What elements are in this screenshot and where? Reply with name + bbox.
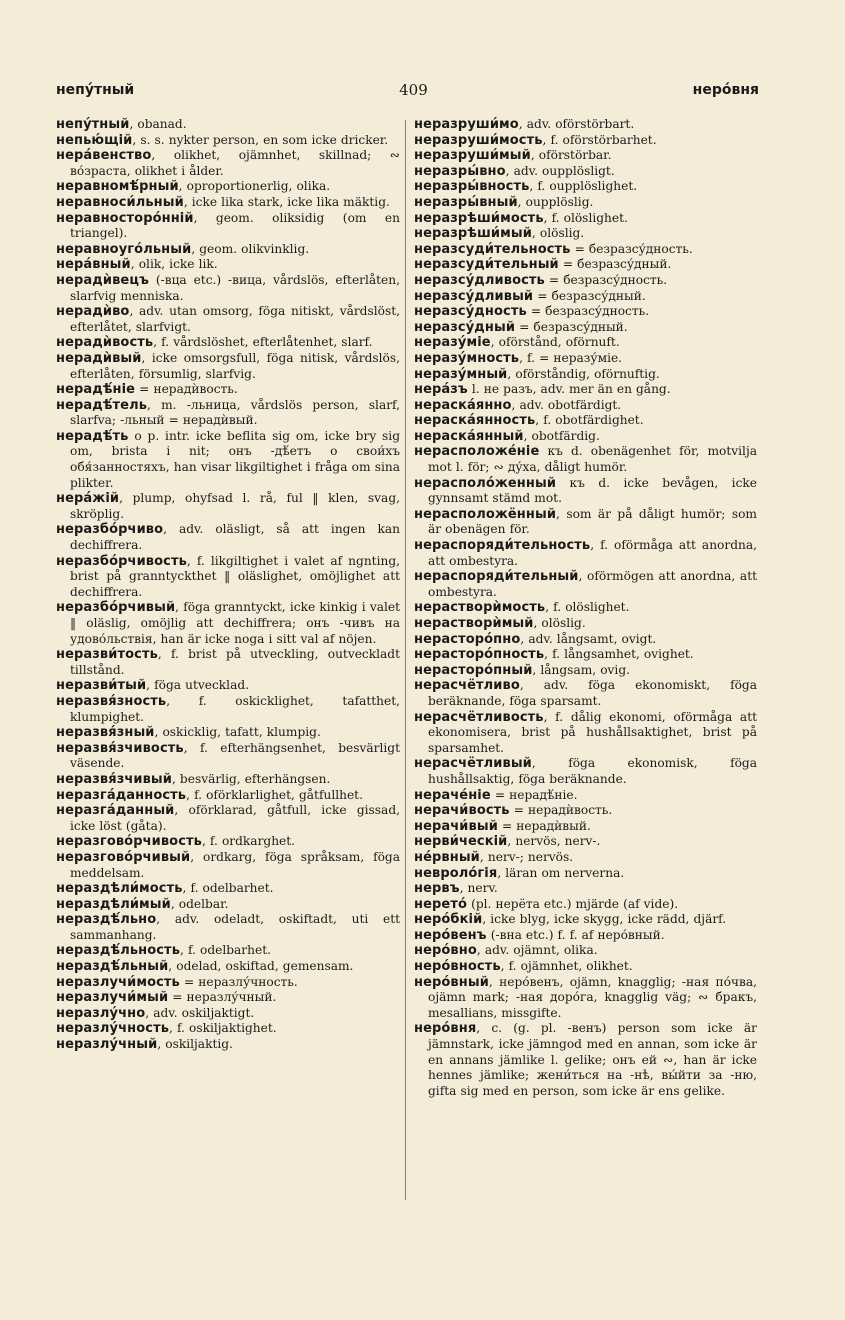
entry-definition: = безразсу́дный.	[515, 319, 628, 334]
entry-headword: неразруши́мость	[414, 132, 543, 148]
dictionary-entry	[414, 912, 757, 928]
dictionary-entry	[414, 304, 757, 320]
dictionary-entry	[414, 367, 757, 383]
dictionary-entry	[414, 351, 757, 367]
dictionary-entry	[414, 943, 757, 959]
right-guide-word: неро́вня	[692, 82, 759, 98]
entry-headword: неразви́тый	[56, 678, 147, 694]
entry-definition: , f. ojämnhet, olikhet.	[500, 959, 633, 974]
entry-definition: , föga utvecklad.	[146, 678, 250, 693]
entry-definition: , f. vårdslöshet, efterlåtenhet, slarf.	[153, 335, 373, 350]
entry-definition: , oskicklig, tafatt, klumpig.	[154, 725, 321, 740]
entry-definition: , olikhet, ojämnhet, skillnad; ∾ во́зраста, olikhet i ålder.	[70, 148, 400, 178]
entry-definition: = безразсу́дный.	[558, 257, 672, 272]
entry-definition: , obanad.	[129, 117, 187, 131]
entry-definition: l. не разъ, adv. mer än en gång.	[467, 382, 671, 397]
dictionary-entry	[414, 413, 757, 429]
dictionary-entry	[56, 1037, 400, 1053]
entry-headword: нераспоряди́тельный	[414, 569, 579, 585]
entry-definition: , f. oupplöslighet.	[529, 179, 638, 194]
dictionary-entry	[414, 803, 757, 819]
entry-definition: , adv. oläsligt, så att ingen kan dechiffrera.	[70, 522, 400, 553]
dictionary-entry	[414, 164, 757, 180]
entry-headword: нера́зъ	[414, 382, 468, 398]
entry-definition: , adv. föga ekonomiskt, föga beräknande, föga sparsamt.	[428, 678, 757, 708]
entry-headword: нерето́	[414, 896, 467, 912]
entry-definition: = неразлу́чность.	[179, 974, 298, 989]
entry-definition: o p. intr. icke beflita sig om, icke bry sig om, brista i nit; онъ -дѣ́етъ o свои́хъ обя́занностяхъ, han visar likgiltighet i fråga om sina plikter.	[70, 428, 400, 490]
dictionary-entry	[56, 133, 400, 149]
dictionary-entry	[414, 335, 757, 351]
dictionary-entry	[414, 600, 757, 616]
dictionary-entry	[56, 195, 400, 211]
entry-headword: неразви́тость	[56, 647, 158, 663]
dictionary-entry	[414, 850, 757, 866]
entry-headword: неравноуго́льный	[56, 241, 192, 257]
entry-headword: нераздѣли́мый	[56, 896, 171, 912]
entry-headword: нерасторо́пный	[414, 662, 533, 678]
entry-definition: , adv. oförstörbart.	[518, 117, 635, 131]
entry-headword: нерачи́вый	[414, 818, 498, 834]
entry-definition: , c. (g. pl. -венъ) person som icke är jämnstark, icke jämngod med en annan, som icke är en annans jämlike l. gelike; онъ ей ∾, han är icke hennes jämlike; жени́ться на -нѣ, вы́йти за -ню, gifta sig med en person, som icke är ens gelike.	[428, 1021, 757, 1098]
entry-definition: , неро́венъ, ojämn, knagglig; -ная по́чва, ojämn mark; -ная доро́га, knagglig väg; ∾ бракъ, mesallians, missgifte.	[428, 974, 757, 1020]
dictionary-entry	[56, 1006, 400, 1022]
dictionary-entry	[56, 522, 400, 553]
dictionary-entry	[414, 179, 757, 195]
dictionary-entry	[56, 304, 400, 335]
entry-definition: = нерадѣ́ніе.	[490, 787, 578, 802]
entry-headword: нераздѣли́мость	[56, 881, 183, 897]
entry-headword: неразбо́рчивость	[56, 553, 187, 569]
dictionary-entry	[56, 1021, 400, 1037]
dictionary-entry	[414, 257, 757, 273]
left-column	[56, 117, 400, 1207]
entry-headword: неразлучи́мость	[56, 974, 180, 990]
dictionary-entry	[56, 943, 400, 959]
dictionary-entry	[414, 663, 757, 679]
entry-headword: неразвя́зный	[56, 725, 155, 741]
entry-definition: (-вца etc.) -вица, vårdslös, efterlåten, slarfvig menniska.	[70, 272, 400, 303]
entry-definition: , adv. långsamt, ovigt.	[520, 631, 657, 646]
entry-definition: , adv. ojämnt, olika.	[476, 943, 598, 958]
entry-definition: , oförståndig, oförnuftig.	[507, 366, 660, 381]
entry-definition: , f. efterhängsenhet, besvärligt väsende.	[70, 740, 400, 771]
dictionary-entry	[56, 491, 400, 522]
dictionary-entry	[414, 211, 757, 227]
entry-headword: нерасчётливо	[414, 678, 520, 694]
entry-definition: , f. oförklarlighet, gåtfullhet.	[186, 787, 363, 802]
entry-headword: нера́жій	[56, 491, 120, 507]
dictionary-entry	[56, 834, 400, 850]
dictionary-entry	[414, 756, 757, 787]
entry-definition: = безразсу́дность.	[544, 272, 668, 287]
dictionary-entry	[414, 834, 757, 850]
entry-headword: неравноси́льный	[56, 194, 184, 210]
entry-headword: неразры́вность	[414, 179, 530, 195]
dictionary-entry	[414, 569, 757, 600]
dictionary-entry	[56, 398, 400, 429]
entry-headword: неразгово́рчивость	[56, 834, 202, 850]
entry-definition: , f. odelbarhet.	[182, 881, 274, 896]
dictionary-entry	[414, 133, 757, 149]
entry-headword: неразгово́рчивый	[56, 849, 191, 865]
entry-headword: непью́щій	[56, 132, 133, 148]
entry-definition: къ d. obenägenhet för, motvilja mot l. för; ∾ ду́ха, dåligt humör.	[428, 444, 757, 475]
entry-definition: , icke blyg, icke skygg, icke rädd, djärf.	[482, 912, 727, 927]
entry-headword: неразу́міе	[414, 335, 491, 351]
dictionary-entry	[56, 990, 400, 1006]
entry-headword: неро́венъ	[414, 927, 487, 943]
entry-definition: = безразсу́дный.	[533, 288, 646, 303]
dictionary-entry	[414, 647, 757, 663]
entry-headword: неразу́мность	[414, 350, 520, 366]
entry-headword: неро́вность	[414, 959, 501, 975]
entry-definition: (pl. нерёта etc.) mjärde (af vide).	[467, 896, 679, 911]
entry-headword: неразсу́дливость	[414, 272, 545, 288]
entry-headword: нерасторо́пность	[414, 647, 545, 663]
dictionary-entry	[414, 616, 757, 632]
dictionary-entry	[414, 195, 757, 211]
dictionary-entry	[56, 179, 400, 195]
dictionary-entry	[414, 117, 757, 133]
entry-definition: = нерадѝвость.	[135, 382, 238, 397]
dictionary-entry	[414, 866, 757, 882]
dictionary-entry	[414, 538, 757, 569]
entry-headword: неро́вный	[414, 974, 489, 990]
entry-definition: , oskiljaktig.	[157, 1037, 233, 1052]
entry-definition: , föga granntyckt, icke kinkig i valet ‖ oläslig, omöjlig att dechiffrera; онъ -чивъ на удово́льствія, han är icke noga i sitt val af nöjen.	[70, 600, 400, 646]
entry-headword: нераспоряди́тельность	[414, 538, 591, 554]
dictionary-entry	[56, 211, 400, 242]
dictionary-entry	[414, 678, 757, 709]
entry-headword: нераска́янный	[414, 428, 524, 444]
dictionary-entry	[56, 273, 400, 304]
entry-definition: , obotfärdig.	[523, 428, 600, 443]
entry-definition: , olöslig.	[533, 616, 586, 630]
entry-headword: не́рвный	[414, 849, 480, 865]
entry-headword: неразвя́зчивость	[56, 740, 184, 756]
dictionary-entry	[56, 148, 400, 179]
entry-headword: неравносторо́нній	[56, 210, 194, 226]
entry-headword: нерадѝвость	[56, 335, 154, 351]
dictionary-entry	[56, 881, 400, 897]
entry-headword: нераздѣ́льность	[56, 943, 181, 959]
entry-headword: нераска́янно	[414, 397, 512, 413]
entry-headword: неразлу́чный	[56, 1037, 158, 1053]
entry-definition: , icke omsorgsfull, föga nitisk, vårdslös, efterlåten, försumlig, slarfvig.	[70, 350, 400, 381]
entry-definition: , oförmögen att anordna, att ombestyra.	[428, 569, 757, 599]
entry-headword: непу́тный	[56, 117, 130, 132]
dictionary-entry	[56, 694, 400, 725]
entry-definition: , adv. oskiljaktigt.	[145, 1005, 255, 1020]
entry-headword: нераздѣ́льно	[56, 912, 157, 928]
dictionary-entry	[56, 678, 400, 694]
entry-definition: , f. olöslighet.	[543, 210, 628, 225]
dictionary-entry	[56, 975, 400, 991]
entry-definition: , adv. odeladt, oskiftadt, uti ett sammanhang.	[70, 912, 400, 942]
dictionary-entry	[56, 959, 400, 975]
entry-headword: неразрѣши́мый	[414, 226, 532, 242]
entry-headword: неразбо́рчиво	[56, 522, 164, 538]
dictionary-entry	[56, 647, 400, 678]
entry-headword: неразлучи́мый	[56, 990, 169, 1006]
entry-headword: нерасполо́женный	[414, 475, 557, 491]
entry-definition: , f. brist på utveckling, outveckladt tillstånd.	[70, 647, 400, 677]
dictionary-entry	[56, 382, 400, 398]
entry-headword: нерасчётливый	[414, 756, 532, 772]
dictionary-entry	[56, 554, 400, 601]
entry-definition: , f. obotfärdighet.	[535, 413, 644, 428]
dictionary-entry	[414, 710, 757, 757]
dictionary-entry	[56, 897, 400, 913]
page-header	[56, 78, 759, 102]
entry-definition: , odelad, oskiftad, gemensam.	[168, 959, 354, 974]
entry-definition: , adv. obotfärdigt.	[511, 397, 622, 412]
entry-headword: нерадѣ́ніе	[56, 382, 136, 398]
entry-definition: , f. ordkarghet.	[201, 834, 296, 849]
entry-headword: нера́венство	[56, 148, 152, 164]
dictionary-entry	[414, 226, 757, 242]
dictionary-entry	[414, 476, 757, 507]
entry-definition: , olöslig.	[531, 226, 585, 241]
entry-headword: неразры́вный	[414, 194, 518, 210]
entry-definition: , adv. oupplösligt.	[505, 163, 615, 178]
page-number: 409	[399, 81, 428, 99]
column-divider	[405, 120, 406, 1200]
entry-headword: нерасположённый	[414, 506, 557, 522]
entry-headword: нерадѣ́тель	[56, 397, 148, 413]
dictionary-entry	[56, 600, 400, 647]
entry-definition: , geom. oliksidig (om en triangel).	[70, 210, 400, 241]
dictionary-entry	[56, 741, 400, 772]
dictionary-entry	[56, 117, 400, 133]
entry-definition: , föga ekonomisk, föga hushållsaktig, föga beräknande.	[428, 756, 757, 786]
dictionary-entry	[56, 803, 400, 834]
entry-headword: неразсу́дливый	[414, 288, 534, 304]
entry-headword: нерасположе́ніе	[414, 444, 540, 460]
entry-headword: нерадѝво	[56, 304, 130, 320]
entry-definition: , adv. utan omsorg, föga nitiskt, vårdslöst, efterlåtet, slarfvigt.	[70, 304, 400, 334]
entry-definition: , geom. olikvinklig.	[191, 241, 310, 256]
dictionary-entry	[56, 772, 400, 788]
entry-headword: нерасчётливость	[414, 709, 544, 725]
entry-definition: (-вна etc.) f. f. af неро́вный.	[486, 927, 665, 942]
entry-definition: , långsam, ovig.	[532, 662, 631, 677]
entry-headword: нераче́ніе	[414, 787, 491, 803]
entry-definition: , icke lika stark, icke lika mäktig.	[183, 194, 390, 209]
entry-definition: , s. s. nykter person, en som icke dricker.	[132, 132, 389, 147]
entry-definition: , f. oförstörbarhet.	[542, 132, 657, 147]
entry-definition: , odelbar.	[170, 896, 229, 911]
entry-definition: , f. dålig ekonomi, oförmåga att ekonomisera, brist på hushållsaktighet, brist på sparsamhet.	[428, 709, 757, 755]
entry-headword: неразбо́рчивый	[56, 600, 176, 616]
entry-headword: нераздѣ́льный	[56, 959, 169, 975]
entry-headword: неразу́мный	[414, 366, 508, 382]
dictionary-entry	[414, 788, 757, 804]
entry-definition: , oförstörbar.	[530, 148, 612, 163]
dictionary-entry	[414, 289, 757, 305]
right-column	[414, 117, 757, 1207]
entry-headword: неразры́вно	[414, 163, 506, 179]
entry-definition: , nerv-; nervös.	[479, 849, 574, 864]
dictionary-entry	[414, 507, 757, 538]
dictionary-entry	[414, 273, 757, 289]
dictionary-entry	[414, 928, 757, 944]
entry-headword: нерадѣ́ть	[56, 428, 129, 444]
entry-definition: = нерадѝвость.	[509, 803, 613, 818]
dictionary-entry	[414, 1021, 757, 1099]
entry-headword: неро́вня	[414, 1021, 477, 1037]
entry-definition: , f. oförmåga att anordna, att ombestyra.	[428, 538, 757, 568]
entry-headword: неразрѣши́мость	[414, 210, 544, 226]
dictionary-entry	[414, 398, 757, 414]
left-guide-word: непу́тный	[56, 82, 135, 98]
entry-headword: нерадѝвый	[56, 350, 142, 366]
entry-definition: , oförklarad, gåtfull, icke gissad, icke löst (gåta).	[70, 803, 400, 833]
entry-headword: невроло́гія	[414, 865, 498, 881]
dictionary-entry	[414, 382, 757, 398]
entry-definition: , besvärlig, efterhängsen.	[171, 771, 331, 786]
entry-headword: нерачи́вость	[414, 803, 510, 819]
entry-headword: нерастворѝмость	[414, 600, 546, 616]
entry-headword: неразга́данность	[56, 787, 187, 803]
entry-definition: , nerv.	[459, 881, 498, 896]
entry-headword: неразруши́мо	[414, 117, 519, 132]
entry-headword: неразлу́чность	[56, 1021, 170, 1037]
dictionary-entry	[56, 242, 400, 258]
entry-headword: неро́бкій	[414, 912, 483, 928]
entry-headword: неразсу́дность	[414, 304, 527, 320]
dictionary-entry	[414, 444, 757, 475]
entry-definition: , oförstånd, oförnuft.	[490, 335, 620, 350]
entry-headword: неразвя́зчивый	[56, 771, 172, 787]
entry-definition: къ d. icke bevågen, icke gynnsamt stämd mot.	[428, 475, 757, 506]
entry-headword: неро́вно	[414, 943, 477, 959]
entry-definition: , f. oskiljaktighet.	[169, 1021, 277, 1036]
entry-definition: , f. likgiltighet i valet af ngnting, brist på granntyckthet ‖ oläslighet, omöjlighet att dechiffrera.	[70, 553, 400, 599]
entry-definition: = безразсу́дность.	[526, 304, 650, 319]
dictionary-entry	[56, 788, 400, 804]
dictionary-entry	[414, 429, 757, 445]
dictionary-entry	[56, 257, 400, 273]
entry-headword: неразсуди́тельный	[414, 257, 559, 273]
entry-definition: , f. odelbarhet.	[180, 943, 271, 958]
dictionary-entry	[414, 819, 757, 835]
entry-definition: = безразсу́дность.	[570, 241, 693, 256]
entry-headword: неразсуди́тельность	[414, 241, 571, 257]
entry-headword: нерви́ческій	[414, 834, 508, 850]
dictionary-entry	[414, 897, 757, 913]
entry-headword: неразсу́дный	[414, 319, 516, 335]
entry-headword: неразвя́зность	[56, 693, 167, 709]
entry-definition: , f. långsamhet, ovighet.	[544, 647, 694, 662]
dictionary-entry	[414, 975, 757, 1022]
entry-definition: , läran om nerverna.	[497, 865, 625, 880]
dictionary-entry	[56, 912, 400, 943]
entry-headword: нерасторо́пно	[414, 631, 521, 647]
dictionary-entry	[414, 632, 757, 648]
entry-definition: , f. oskicklighet, tafatthet, klumpighet.	[70, 693, 400, 724]
entry-definition: , olik, icke lik.	[130, 257, 218, 272]
entry-definition: = нерадѝвый.	[497, 818, 591, 833]
dictionary-entry	[56, 725, 400, 741]
dictionary-entry	[414, 959, 757, 975]
entry-definition: , f. = неразу́міе.	[519, 350, 623, 365]
entry-definition: , nervös, nerv-.	[507, 834, 601, 849]
entry-headword: нераска́янность	[414, 413, 536, 429]
entry-headword: нервъ	[414, 881, 460, 897]
entry-headword: неразруши́мый	[414, 148, 531, 164]
entry-definition: = неразлу́чный.	[168, 990, 277, 1005]
entry-headword: нера́вный	[56, 257, 131, 273]
entry-headword: неравномѣ́рный	[56, 179, 179, 195]
dictionary-entry	[414, 320, 757, 336]
dictionary-entry	[56, 335, 400, 351]
entry-headword: неразга́данный	[56, 803, 175, 819]
entry-headword: неразлу́чно	[56, 1005, 146, 1021]
dictionary-entry	[56, 850, 400, 881]
entry-headword: нерастворѝмый	[414, 616, 534, 631]
entry-definition: , oproportionerlig, olika.	[178, 179, 331, 194]
dictionary-entry	[414, 148, 757, 164]
entry-definition: , ordkarg, föga språksam, föga meddelsam.	[70, 849, 400, 880]
dictionary-entry	[56, 351, 400, 382]
entry-headword: нерадѝвецъ	[56, 272, 149, 288]
dictionary-entry	[414, 881, 757, 897]
entry-definition: , som är på dåligt humör; som är obenägen för.	[428, 506, 757, 537]
entry-definition: , m. -льница, vårdslös person, slarf, slarfva; -льный = нерадѝвый.	[70, 397, 400, 428]
dictionary-entry	[56, 429, 400, 491]
entry-definition: , f. olöslighet.	[545, 600, 630, 615]
entry-definition: , plump, ohyfsad l. rå, ful ‖ klen, svag, skröplig.	[70, 491, 400, 521]
dictionary-entry	[414, 242, 757, 258]
entry-definition: , oupplöslig.	[517, 194, 594, 209]
